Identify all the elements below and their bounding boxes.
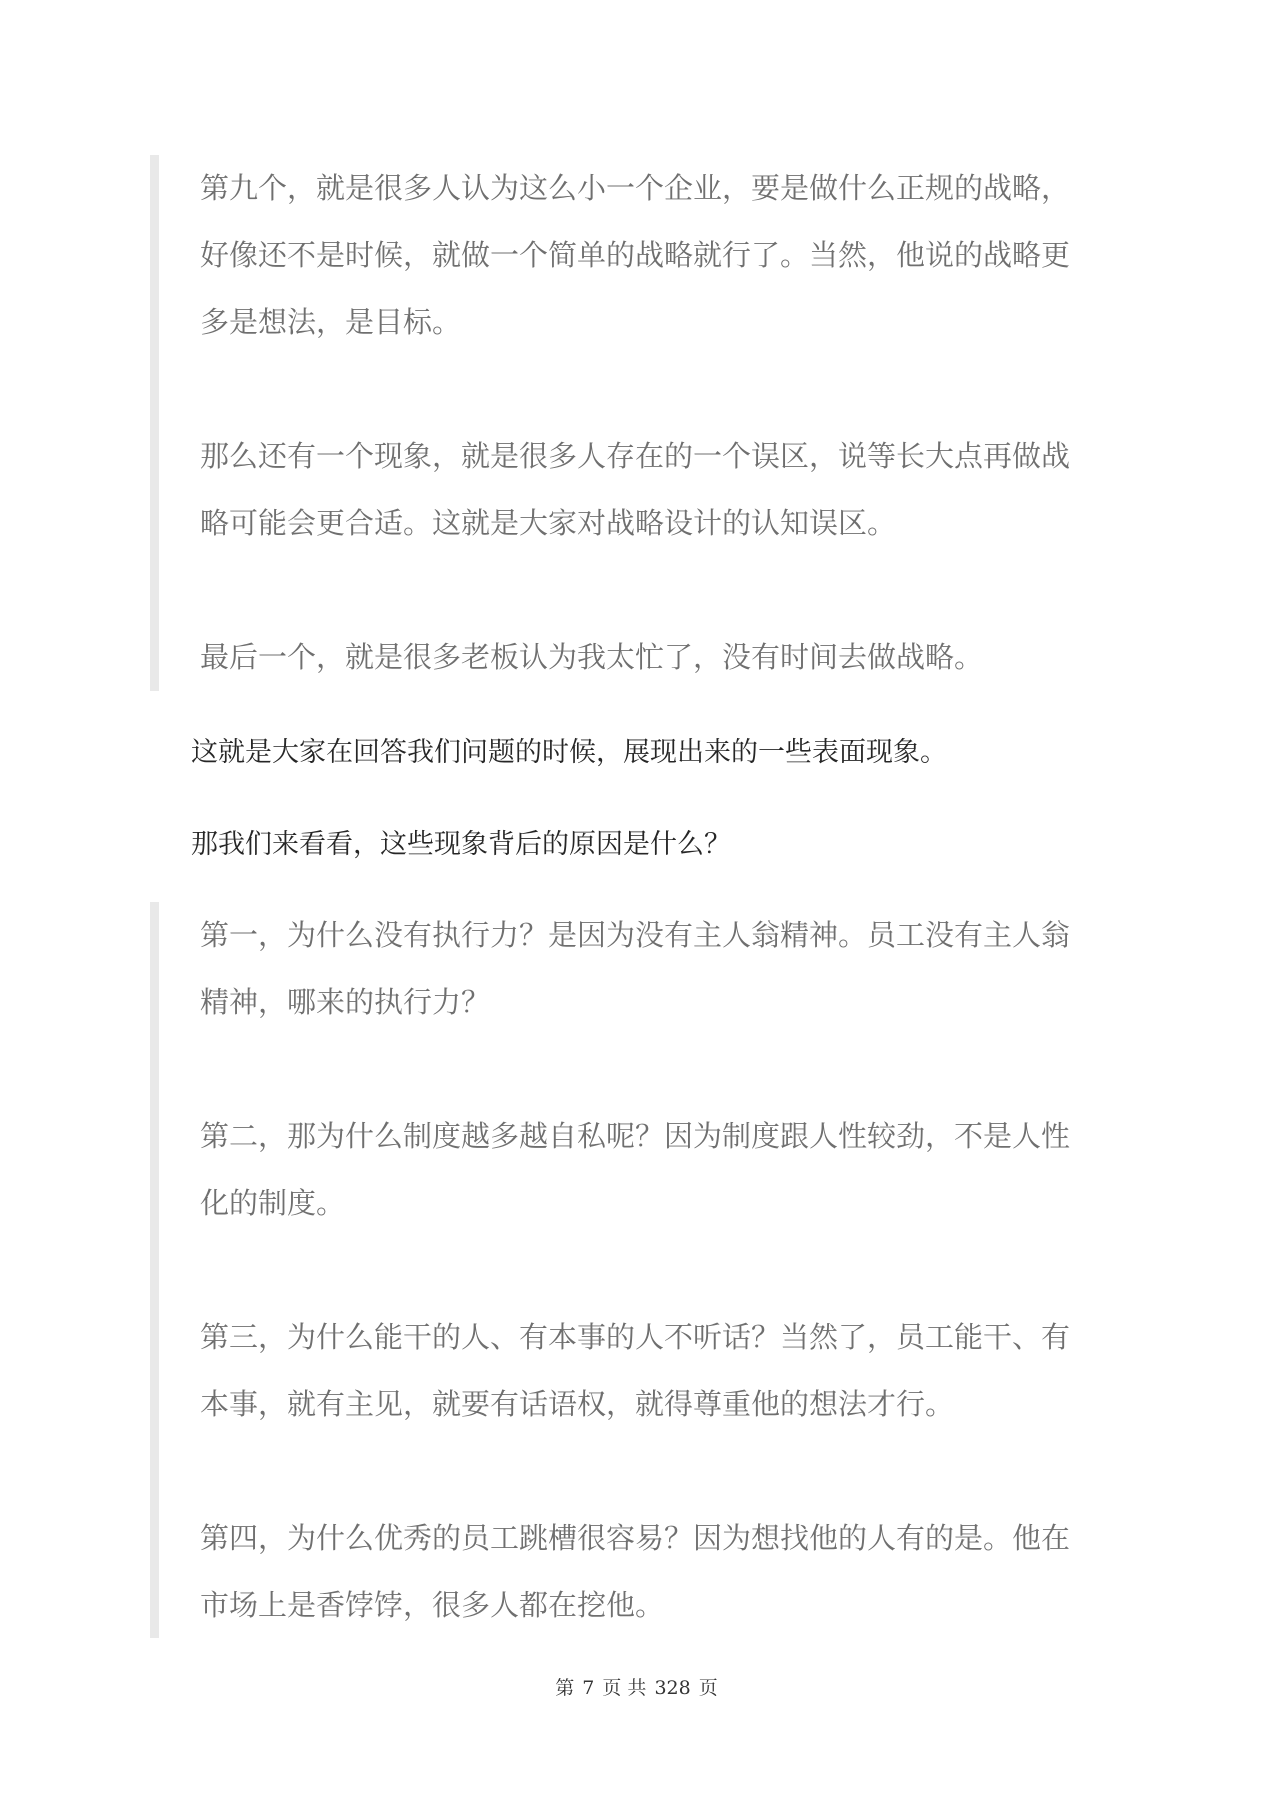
blockquote-1	[150, 155, 1080, 691]
body-line-2: 那我们来看看，这些现象背后的原因是什么？	[191, 829, 731, 860]
current-page-number: 7	[582, 1677, 595, 1699]
footer-suffix: 页	[698, 1677, 718, 1699]
blockquote-2	[150, 902, 1080, 1638]
footer-prefix: 第	[555, 1677, 575, 1699]
quote-paragraph-6: 第三，为什么能干的人、有本事的人不听话？当然了，员工能干、有本事，就有主见，就要有话语权，就得尊重他的想法才行。	[200, 1320, 1071, 1421]
quote-paragraph-3: 最后一个，就是很多老板认为我太忙了，没有时间去做战略。	[200, 640, 984, 674]
quote-paragraph-7: 第四，为什么优秀的员工跳槽很容易？因为想找他的人有的是。他在市场上是香饽饽，很多人都在挖他。	[200, 1521, 1071, 1622]
footer-middle: 页 共	[602, 1677, 647, 1699]
quote-paragraph-1: 第九个，就是很多人认为这么小一个企业，要是做什么正规的战略，好像还不是时候，就做一个简单的战略就行了。当然，他说的战略更多是想法，是目标。	[200, 171, 1071, 339]
total-page-number: 328	[654, 1677, 691, 1699]
page-footer	[0, 1674, 1273, 1702]
quote-paragraph-4: 第一，为什么没有执行力？是因为没有主人翁精神。员工没有主人翁精神，哪来的执行力？	[200, 918, 1071, 1019]
quote-paragraph-2: 那么还有一个现象，就是很多人存在的一个误区，说等长大点再做战略可能会更合适。这就是大家对战略设计的认知误区。	[200, 439, 1071, 540]
body-line-1: 这就是大家在回答我们问题的时候，展现出来的一些表面现象。	[191, 737, 947, 768]
quote-paragraph-5: 第二，那为什么制度越多越自私呢？因为制度跟人性较劲，不是人性化的制度。	[200, 1119, 1071, 1220]
